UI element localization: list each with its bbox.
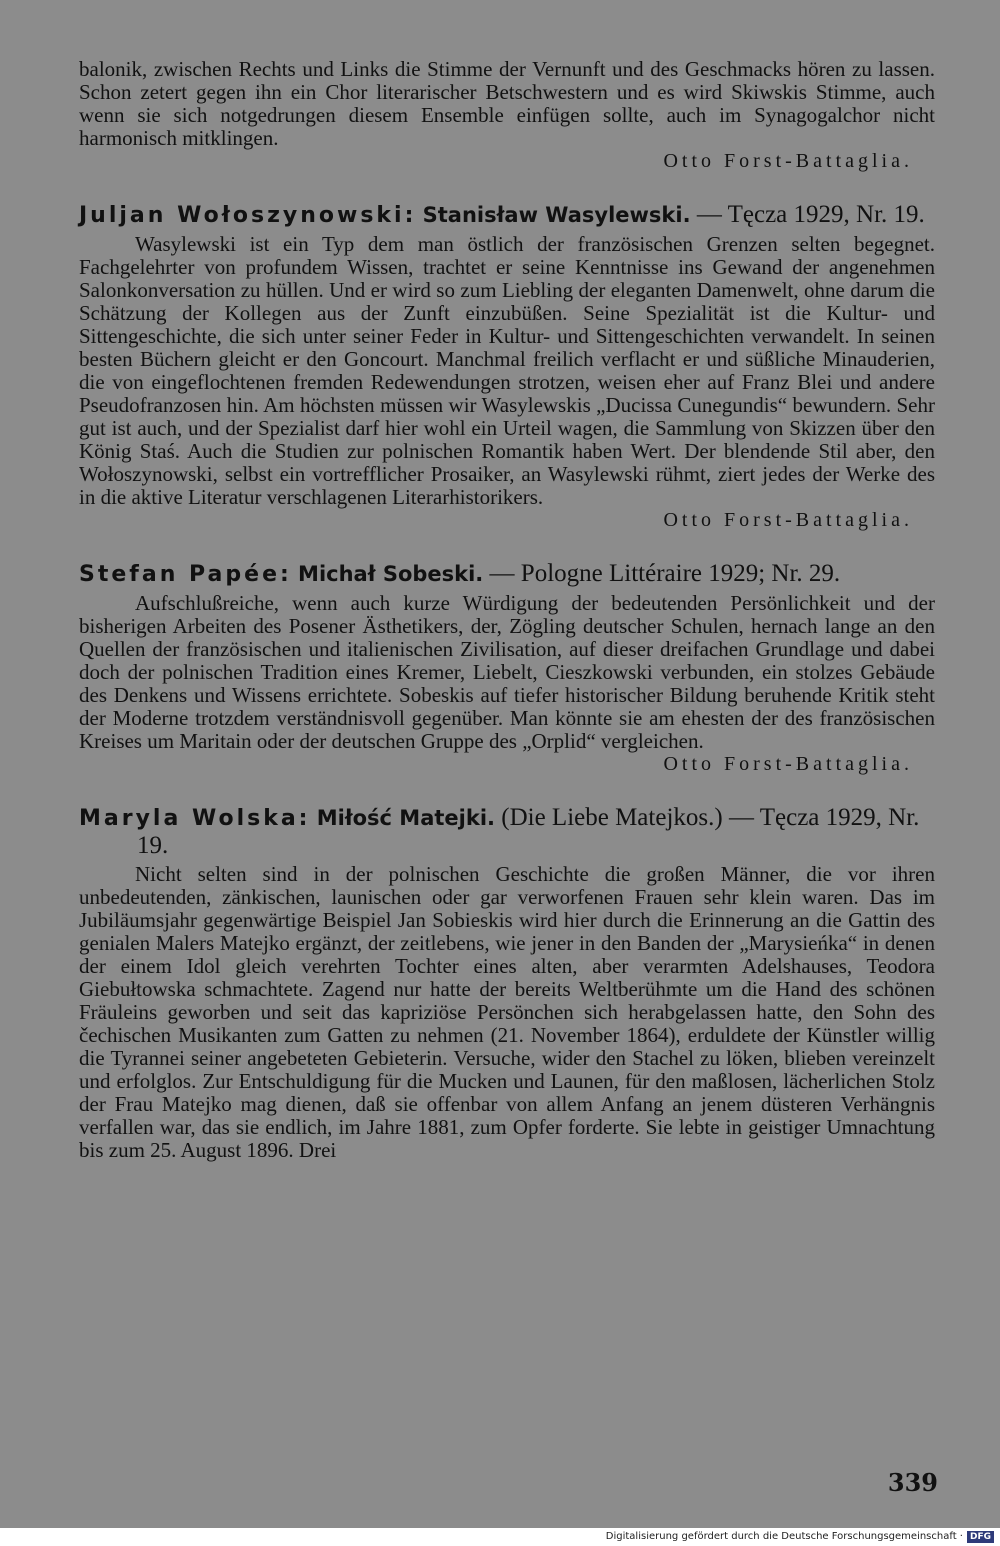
review-signature-2: Otto Forst-Battaglia. xyxy=(663,753,913,775)
review-heading-2 xyxy=(79,560,935,588)
review-work-title: Miłość Matejki. xyxy=(316,806,495,830)
review-author: Maryla Wolska: xyxy=(79,806,311,831)
footer-bar xyxy=(0,1528,1000,1545)
dfg-logo[interactable]: DFG xyxy=(967,1531,994,1543)
intro-paragraph: balonik, zwischen Rechts und Links die Stimme der Vernunft und des Geschmacks hören zu lassen. Schon zetert gegen ihn ein Chor literarischer Betschwestern und es wird Skiwskis Stimme, auch wenn sie sich notgedrungen diesem Ensemble einfügen sollte, auch im Synagogalchor nicht harmonisch mitklingen. xyxy=(79,57,935,150)
page-number: 339 xyxy=(887,1468,938,1497)
review-source: — Pologne Littéraire 1929; Nr. 29. xyxy=(489,560,841,587)
review-body-2: Aufschlußreiche, wenn auch kurze Würdigung der bedeutenden Persönlichkeit und der bisherigen Arbeiten des Posener Ästhetikers, der, Zögling deutscher Schulen, hernach lange an den Quellen der französischen und italienischen Zivilisation, auf dieser dreifachen Grundlage und dabei doch der polnischen Tradition eines Kremer, Liebelt, Cieszkowski verbunden, ein stolzes Gebäude des Denkens und Wissens errichtete. Sobeskis auf tiefer historischer Bildung beruhende Kritik steht der Moderne trotzdem verständnisvoll gegenüber. Man könnte sie am ehesten der des französischen Kreises um Maritain oder der deutschen Gruppe des „Orplid“ vergleichen. xyxy=(79,591,935,753)
review-work-title: Michał Sobeski. xyxy=(298,562,484,586)
review-signature-1: Otto Forst-Battaglia. xyxy=(663,509,913,531)
review-source: — Tęcza 1929, Nr. 19. xyxy=(696,201,925,228)
review-author: Juljan Wołoszynowski: xyxy=(79,203,417,228)
review-source: (Die Liebe Matejkos.) — Tęcza 1929, Nr. 19. xyxy=(137,804,920,859)
review-work-title: Stanisław Wasylewski. xyxy=(422,203,691,227)
text-column xyxy=(79,58,935,1162)
review-heading-1 xyxy=(79,201,935,229)
review-body-3: Nicht selten sind in der polnischen Geschichte die großen Männer, die vor ihren unbedeutenden, zänkischen, launischen oder gar verworfenen Frauen sehr klein waren. Das im Jubiläumsjahr gegenwärtige Beispiel Jan Sobieskis wird hier durch die Erinnerung an die Gattin des genialen Malers Matejko ergänzt, der zeitlebens, wie jener in den Banden der „Marysieńka“ in denen der einem Idol gleich verehrten Tochter eines alten, aber verarmten Adelshauses, Teodora Giebułtowska schmachtete. Zagend nur hatte der bereits Weltberühmte um die Hand des schönen Fräuleins geworben und seit das kapriziöse Persönchen sich herabgelassen hatte, den Sohn des čechischen Musikanten zum Gatten zu nehmen (21. November 1864), erduldete der Künstler willig die Tyrannei seiner angebeteten Gebieterin. Versuche, wider den Stachel zu löken, blieben vereinzelt und erfolglos. Zur Entschuldigung für die Mucken und Launen, für den maßlosen, lächerlichen Stolz der Frau Matejko mag dienen, daß sie offenbar von allem Anfang an jenem düsteren Verhängnis verfallen war, das sie endlich, im Jahre 1881, zum Opfer forderte. Sie lebte in geistiger Umnachtung bis zum 25. August 1896. Drei xyxy=(79,862,935,1162)
review-author: Stefan Papée: xyxy=(79,562,292,587)
footer-credit: Digitalisierung gefördert durch die Deutsche Forschungsgemeinschaft · xyxy=(605,1531,963,1542)
review-heading-3 xyxy=(79,804,935,859)
intro-signature: Otto Forst-Battaglia. xyxy=(663,150,913,172)
review-body-1: Wasylewski ist ein Typ dem man östlich der französischen Grenzen selten begegnet. Fachgelehrter von profundem Wissen, trachtet er seine Kenntnisse ins Gewand der angenehmen Salonkonversation zu hüllen. Und er wird so zum Liebling der eleganten Damenwelt, ohne darum die Schätzung der Kollegen aus der Zunft einzubüßen. Seine Spezialität ist die Kultur- und Sittengeschichte, die sich unter seiner Feder in Kultur- und Sittengeschichten verwandelt. In seinen besten Büchern gleicht er den Goncourt. Manchmal freilich verflacht er und süßliche Minauderien, die von eingeflochtenen fremden Redewendungen strotzen, weisen eher auf Franz Blei und andere Pseudofranzosen hin. Am höchsten müssen wir Wasylewskis „Ducissa Cunegundis“ bewundern. Sehr gut ist auch, und der Spezialist darf hier wohl ein Urteil wagen, die Sammlung von Skizzen über den König Staś. Auch die Studien zur polnischen Romantik haben Wert. Der blendende Stil aber, den Wołoszynowski, selbst ein vortrefflicher Prosaiker, an Wasylewski rühmt, ziert jedes der Werke des in die aktive Literatur verschlagenen Literarhistorikers. xyxy=(79,232,935,509)
